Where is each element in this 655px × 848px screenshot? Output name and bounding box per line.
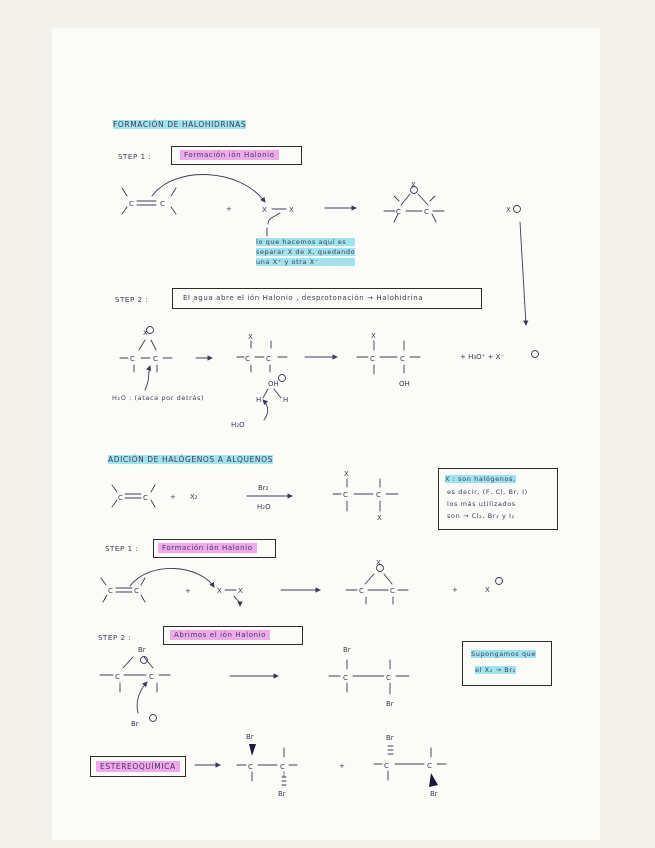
s2s2-prod-c-left: C (343, 674, 348, 682)
s2s2-br-minus: Br (131, 720, 139, 728)
suppose-line-1: Supongamos que (471, 650, 536, 658)
s2-step2-attack-arrow (137, 682, 147, 713)
stereo2-br-top: Br (386, 734, 394, 742)
s1s2-c-right: C (153, 355, 158, 363)
section2-step2-box-text: Abrimos el ión Halonio (170, 630, 270, 640)
s2s1-x-right: X (238, 587, 243, 595)
s2-c-left: C (118, 494, 123, 502)
s1-halohydrin (357, 341, 420, 374)
section1-title: FORMACIÓN DE HALOHIDRINAS (113, 120, 247, 129)
s2s1-hal-c-right: C (390, 587, 395, 595)
section1-step1-box-text: Formación ión Halonio (180, 150, 279, 160)
s1s2-oh: OH (399, 380, 410, 388)
section2-title: ADICIÓN DE HALÓGENOS A ALQUENOS (108, 455, 273, 464)
s2-cond-bottom: H₂O (257, 503, 271, 511)
halogen-note-line-4: son → Cl₂, Br₂ y I₂ (447, 512, 515, 520)
s1s2-c2-left: C (245, 355, 250, 363)
s2-step1-x-minus-charge (496, 578, 503, 585)
section1-step2-box-text: El agua abre el ión Halonio , desprotonación → Halohidrina (183, 294, 424, 302)
stereo-plus: + (339, 762, 345, 770)
s1s2-c-left: C (130, 355, 135, 363)
stereo1-br-bottom: Br (278, 790, 286, 798)
s1s2-oxonium-o: OH (268, 380, 279, 388)
s1-long-arrow-down (520, 222, 526, 325)
s1-xx-bond (267, 209, 286, 236)
s2-prod-c-left: C (343, 491, 348, 499)
s2s1-hal-x: X (376, 559, 381, 567)
s1-oxonium-charge (279, 375, 286, 382)
section1-note-line-3: una X⁺ y otra X⁻ (256, 258, 355, 266)
s1-step2-halonium (120, 340, 172, 372)
s1s2-x: X (143, 329, 148, 337)
stereo1-c-right: C (280, 763, 285, 771)
s1s2-h-left: H (256, 396, 262, 404)
s2s1-plus: + (185, 587, 191, 595)
stereo-wedge-1 (249, 744, 256, 756)
s2-step2-product (329, 660, 409, 694)
suppose-line-2: el X₂ → Br₂ (475, 666, 516, 674)
s1-water-attack-arrow (145, 366, 150, 390)
s1-plus: + (226, 205, 232, 213)
halogen-note-line-1: X : son halógenos, (445, 475, 516, 483)
s1-curved-arrow (152, 175, 265, 202)
s2s2-br: Br (138, 646, 146, 654)
s2s1-x-left: X (217, 587, 222, 595)
s2s2-prod-br-bottom: Br (386, 700, 394, 708)
s1s2-x2: X (248, 333, 253, 341)
stereo2-c-right: C (427, 762, 432, 770)
s2-step2-br-minus-charge (150, 715, 157, 722)
s2-prod-c-right: C (376, 491, 381, 499)
section2-step1-label: STEP 1 : (105, 545, 139, 553)
s2-prod-x-bottom: X (377, 514, 382, 522)
halogen-note-line-3: los más utilizados (447, 500, 516, 508)
s1s2-c2-right: C (266, 355, 271, 363)
s1-x-left: X (262, 206, 267, 214)
s2s1-c-right: C (134, 587, 139, 595)
stereo1-c-left: C (248, 763, 253, 771)
stereo2-br-bottom: Br (430, 790, 438, 798)
s1-final-x-charge (532, 351, 539, 358)
s1-hal-c-right: C (424, 208, 429, 216)
water-attack-note: H₂O : (ataca por detrás) (112, 394, 205, 402)
section1-note-line-2: separar X de X, quedando (256, 248, 356, 256)
s2-prod-x-top: X (344, 470, 349, 478)
section1-step1-label: STEP 1 : (118, 153, 152, 161)
section2-step1-box-text: Formación ión Halonio (158, 543, 257, 553)
section2-step2-label: STEP 2 : (98, 634, 132, 642)
s2-step1-small-arrow (234, 596, 240, 606)
stereo-box-text: ESTEREOQUÍMICA (96, 761, 180, 772)
stereo-wedge-2 (429, 773, 438, 787)
s1-c-right: C (160, 200, 165, 208)
s2s1-c-left: C (108, 587, 113, 595)
s2-step1-halonium (346, 574, 408, 604)
s1s2-x3: X (371, 332, 376, 340)
section1-step2-label: STEP 2 : (115, 296, 149, 304)
s2s2-prod-br-top: Br (343, 646, 351, 654)
stereo2-c-left: C (384, 762, 389, 770)
section1-note-line-1: lo que hacemos aquí es (256, 238, 355, 246)
s1-x-minus-charge (514, 206, 521, 213)
s1s2-c3-left: C (370, 355, 375, 363)
s2s1-plus-2: + (452, 586, 458, 594)
s2s2-c-right: C (149, 673, 154, 681)
s2-step2-bromonium (100, 657, 170, 692)
halogen-note-line-2: es decir, (F, Cl, Br, I) (447, 488, 528, 496)
s1s2-h-right: H (283, 396, 289, 404)
s2s1-hal-c-left: C (359, 587, 364, 595)
s2-c-right: C (143, 494, 148, 502)
s1-x-right: X (289, 206, 294, 214)
s1-x-minus: X (506, 206, 511, 214)
s1s2-h2o: H₂O (231, 421, 245, 429)
s2-step1-curved-arrow (130, 568, 214, 587)
s1-oxonium (237, 341, 287, 398)
s2s1-x-minus: X (485, 586, 490, 594)
s2s2-prod-c-right: C (386, 674, 391, 682)
stereo1-br-top: Br (246, 733, 254, 741)
s1-halonium (384, 194, 444, 222)
s2-plus: + (170, 493, 176, 501)
s1-deprotonation-arrow (263, 400, 268, 420)
s1-c-left: C (129, 200, 134, 208)
s1-hal-c-left: C (396, 208, 401, 216)
s1s2-c3-right: C (400, 355, 405, 363)
s1s2-h3o-x: + H₃O⁺ + X⁻ (460, 353, 505, 361)
s2-cond-top: Br₂ (258, 484, 269, 492)
s2-x2: X₂ (190, 493, 198, 501)
s1-hal-x: X (411, 181, 416, 189)
stereo-structure-1 (237, 748, 297, 785)
s2s2-c-left: C (115, 673, 120, 681)
